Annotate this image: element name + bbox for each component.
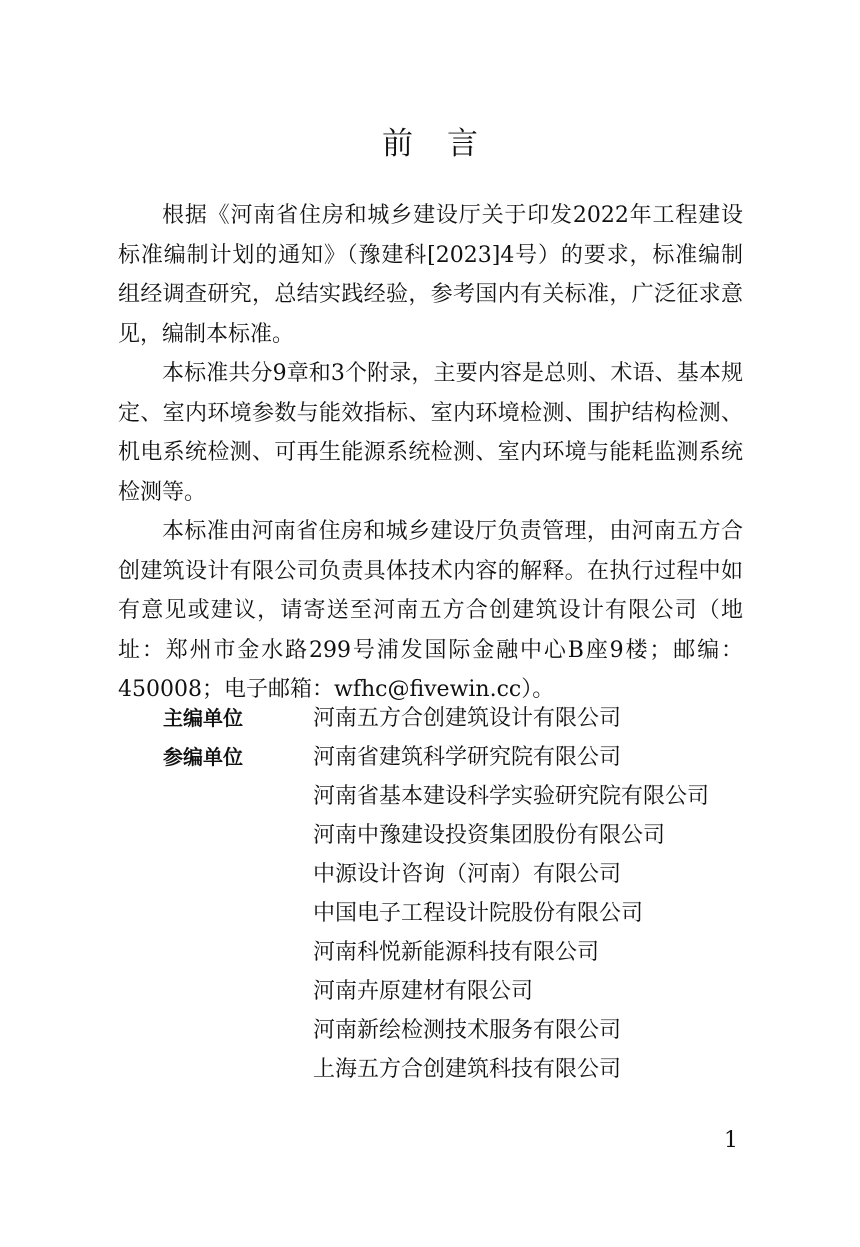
participating-unit-row — [163, 855, 763, 894]
participating-unit-row — [163, 1011, 763, 1050]
chief-unit-label: 主编单位 — [163, 706, 243, 730]
participating-unit-row — [163, 1050, 763, 1089]
participating-unit-name: 河南新绘检测技术服务有限公司 — [313, 1018, 622, 1043]
page-title-char-1: 前 — [382, 126, 413, 162]
units-list — [163, 699, 763, 1089]
participating-unit-name: 中国电子工程设计院股份有限公司 — [313, 901, 644, 926]
participating-unit-row — [163, 894, 763, 933]
foreword-paragraph-1: 根据《河南省住房和城乡建设厅关于印发2022年工程建设标准编制计划的通知》（豫建科[2023]4号）的要求，标准编制组经调查研究，总结实践经验，参考国内有关标准，广泛征求意见，编制本标准。 — [118, 203, 743, 347]
foreword-paragraph-3: 本标准由河南省住房和城乡建设厅负责管理，由河南五方合创建筑设计有限公司负责具体技术内容的解释。在执行过程中如有意见或建议，请寄送至河南五方合创建筑设计有限公司（地址：郑州市金水路299号浦发国际金融中心B座9楼；邮编：450008；电子邮箱：wfhc@fivewin.cc）。 — [118, 519, 743, 702]
participating-unit-name: 河南卉原建材有限公司 — [313, 979, 534, 1004]
participating-unit-row — [163, 816, 763, 855]
participating-unit-row — [163, 738, 763, 777]
page-title — [0, 122, 860, 166]
page-number: 1 — [724, 1128, 738, 1153]
participating-unit-row — [163, 933, 763, 972]
foreword-body — [118, 196, 743, 710]
foreword-paragraph-2: 本标准共分9章和3个附录，主要内容是总则、术语、基本规定、室内环境参数与能效指标、室内环境检测、围护结构检测、机电系统检测、可再生能源系统检测、室内环境与能耗监测系统检测等。 — [118, 361, 743, 505]
participating-unit-name: 河南中豫建设投资集团股份有限公司 — [313, 823, 666, 848]
participating-unit-label: 参编单位 — [163, 745, 243, 769]
participating-unit-name: 河南科悦新能源科技有限公司 — [313, 940, 600, 965]
chief-unit-row — [163, 699, 763, 738]
participating-unit-name: 中源设计咨询（河南）有限公司 — [313, 862, 622, 887]
participating-unit-name: 河南省建筑科学研究院有限公司 — [313, 745, 622, 770]
chief-unit-name: 河南五方合创建筑设计有限公司 — [313, 706, 622, 731]
page-title-char-2: 言 — [447, 126, 478, 162]
participating-unit-name: 上海五方合创建筑科技有限公司 — [313, 1057, 622, 1082]
participating-unit-row — [163, 777, 763, 816]
participating-unit-name: 河南省基本建设科学实验研究院有限公司 — [313, 784, 710, 809]
participating-unit-row — [163, 972, 763, 1011]
